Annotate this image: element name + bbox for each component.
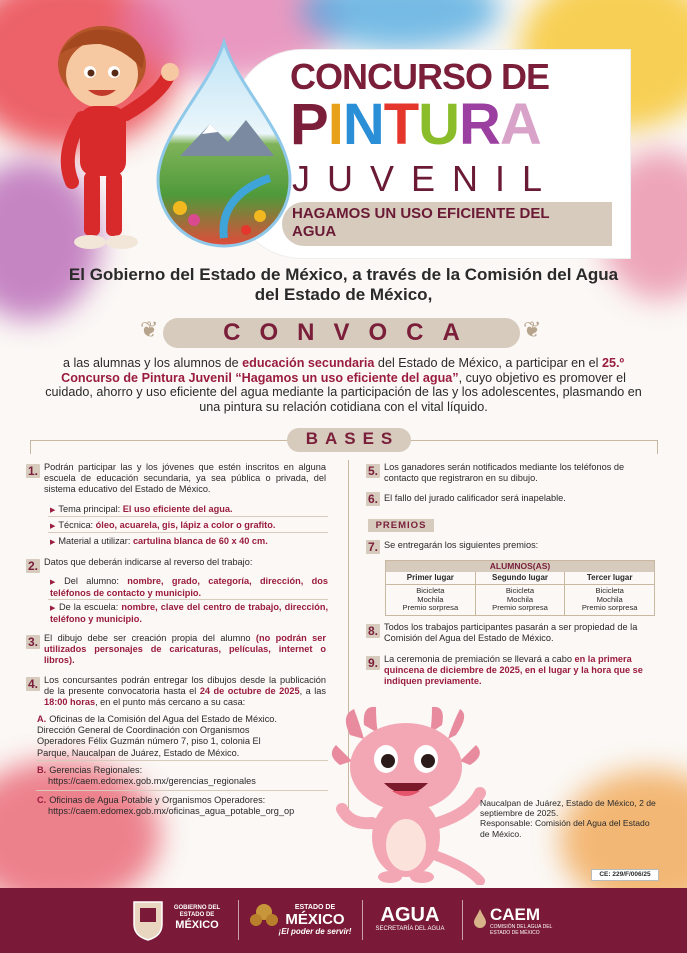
prizes-table-header-row [386,572,654,585]
footer-separator [462,900,463,940]
item-label: De la escuela: [58,602,122,612]
item-value: cartulina blanca de 60 x 40 cm. [132,536,268,546]
location-b-link[interactable]: https://caem.edomex.gob.mx/gerencias_regionales [48,776,256,786]
item-label: Técnica: [58,520,96,530]
intro-highlight-1: educación secundaria [242,356,375,370]
footer-separator [238,900,239,940]
footer-separator [362,900,363,940]
divider [36,760,328,761]
title-letter: N [342,92,384,157]
premios-heading: PREMIOS [375,520,427,531]
state-coat-of-arms-icon [130,898,166,942]
axolotl-mascot-illustration [330,705,490,885]
item-value: óleo, acuarela, gis, lápiz a color o grafito. [95,520,276,530]
base-4-part-2: , a las [299,686,326,697]
location-a-text: Oficinas de la Comisión del Agua del Estado de México. Dirección General de Coordinación con Organismos Operadores Félix Guzmán número 7, piso 1, colonia El Parque, Naucalpan de Juárez, Estado de México. [37,714,277,758]
base-number-3: 3. [27,635,38,649]
location-a [37,714,287,759]
item-value: nombre, clave del centro de trabajo, dirección, teléfono y municipio. [50,602,328,625]
location-c-link[interactable]: https://caem.edomex.gob.mx/oficinas_agua_potable_org_op [48,806,295,816]
title-letter: R [459,92,500,157]
base-4-part-1: Los concursantes podrán entregar los dibujos desde la publicación de la presente convocatoria hasta el [44,675,326,697]
agua-big: AGUA [380,904,440,926]
water-drop-landscape-illustration [150,38,298,250]
location-c-text: Oficinas de Agua Potable y Organismos Operadores: [49,795,266,805]
base-number-4: 4. [27,677,38,691]
intro-text-1: a las alumnas y los alumnos de [62,356,243,370]
caem-logo-text [490,906,562,936]
base-1-text: Podrán participar las y los jóvenes que estén inscritos en alguna escuela de educación secundaria, ya sea pública o privada, del sistema educativo del Estado de México. [44,462,326,495]
divider [48,516,328,517]
right-leaf-icon: ❦ [523,317,542,342]
agua-small: SECRETARÍA DEL AGUA [375,926,445,932]
place-and-date [480,798,660,839]
gob-small: GOBIERNO DEL [173,905,221,911]
convoca-heading: CONVOCA [223,319,479,346]
government-line: El Gobierno del Estado de México, a través de la Comisión del Agua del Estado de México, [68,265,619,304]
base-5-text: Los ganadores serán notificados mediante los teléfonos de contacto que registraron en su dibujo. [384,462,625,484]
base-3-text [44,633,326,667]
agua-logo-text [368,904,452,932]
intro-paragraph [45,356,642,414]
edomex-logo-text [268,904,362,936]
base-1-item-1: ▶ Tema principal: El uso eficiente del agua. [50,504,233,514]
place-date-text: Naucalpan de Juárez, Estado de México, 2 de septiembre de 2025. [480,798,656,819]
base-number-5: 5. [367,464,378,478]
base-number-1: 1. [27,464,38,478]
bases-left-border [30,440,31,454]
title-letter: U [418,92,460,157]
prizes-cell-first: Bicicleta Mochila Premio sorpresa [386,585,476,614]
slogan-text: HAGAMOS UN USO EFICIENTE DEL AGUA [292,205,550,240]
location-letter: C. [37,795,47,805]
base-9-text [384,654,656,688]
location-c [37,795,337,806]
caem-big: CAEM [490,905,541,924]
intro-text-3: , cuyo objetivo es promover el cuidado, ahorro y uso eficiente del agua mediante la participación de las y los adolescentes, plasmando en una pintura su relación cotidiana con el vital líquido. [45,370,642,414]
base-number-9: 9. [367,656,378,670]
base-2-item-2: ▶ De la escuela: nombre, clave del centro de trabajo, dirección, teléfono y municipio. [50,602,328,625]
gob-big: MÉXICO [175,919,219,931]
base-2-item-1: ▶ Del alumno: nombre, grado, categoría, dirección, dos teléfonos de contacto y municipio. [50,576,328,599]
prizes-table-body-row [386,585,654,614]
divider [36,790,328,791]
item-label: Material a utilizar: [58,536,133,546]
prizes-header-second: Segundo lugar [476,572,566,585]
responsible-text: Responsable: Comisión del Agua del Estado de México. [480,818,650,839]
base-3-part-1: El dibujo debe ser creación propia del alumno [44,633,256,643]
edo-small: ESTADO DE [294,904,336,911]
title-letter: I [327,92,343,157]
prizes-table [385,560,655,616]
base-number-2: 2. [27,559,38,573]
intro-text-2: del Estado de México, a participar en el [374,356,602,370]
edo-tagline: ¡El poder de servir! [278,927,352,936]
base-1-item-2: ▶ Técnica: óleo, acuarela, gis, lápiz a color o grafito. [50,520,276,530]
item-value: El uso eficiente del agua. [122,504,233,514]
item-label: Tema principal: [58,504,123,514]
base-2-text: Datos que deberán indicarse al reverso del trabajo: [44,557,253,567]
caem-small: COMISIÓN DEL AGUA DEL ESTADO DE MÉXICO [490,924,553,936]
title-line-3: JUVENIL [292,158,560,199]
title-line-2 [290,92,541,158]
gob-mid: ESTADO DE [179,912,215,918]
title-letter: T [383,92,419,157]
base-9-part-1: La ceremonia de premiación se llevará a cabo [384,654,575,664]
prizes-cell-third: Bicicleta Mochila Premio sorpresa [581,586,638,613]
location-letter: A. [37,714,47,724]
base-4-text [44,675,326,709]
base-3-part-2: (no podrán ser utilizados personajes de caricaturas, películas, internet o libros). [44,633,326,666]
location-b-text: Gerencias Regionales: [49,765,143,775]
bases-right-border [657,440,658,454]
title-line-1: CONCURSO DE [290,56,550,97]
gob-logo-text [168,905,226,931]
base-8-text: Todos los trabajos participantes pasarán a ser propiedad de la Comisión del Agua del Estado de México. [384,622,638,644]
base-6-text: El fallo del jurado calificador será inapelable. [384,493,566,503]
bases-heading: BASES [305,429,400,448]
caem-drop-icon [472,908,488,928]
base-9-part-2: en la primera quincena de diciembre de 2025, en el lugar y la hora que se indiquen previamente. [384,654,643,687]
base-1-item-3: ▶ Material a utilizar: cartulina blanca de 60 x 40 cm. [50,536,268,546]
edo-big: MÉXICO [285,911,345,928]
divider [48,599,328,600]
base-4-time: 18:00 horas [44,697,96,708]
item-label: Del alumno: [64,576,128,586]
base-number-6: 6. [367,492,378,506]
base-7-text: Se entregarán los siguientes premios: [384,540,539,550]
title-letter: A [499,92,541,157]
base-number-7: 7. [367,540,378,554]
ce-code: CE: 229/F/006/25 [591,869,659,881]
prizes-cell-second: Bicicleta Mochila Premio sorpresa [476,585,566,614]
divider [48,532,328,533]
left-leaf-icon: ❦ [140,317,159,342]
location-letter: B. [37,765,47,775]
base-number-8: 8. [367,624,378,638]
base-4-part-3: , en el punto más cercano a su casa: [95,697,246,708]
prizes-table-caption: ALUMNOS(AS) [386,561,654,572]
prizes-header-first: Primer lugar [386,572,476,585]
location-b [37,765,327,776]
base-4-date: 24 de octubre de 2025 [199,686,300,697]
title-letter: P [290,92,328,157]
item-value: nombre, grado, categoría, dirección, dos teléfonos de contacto y municipio. [50,576,328,599]
intro-highlight-2: 25.º Concurso de Pintura Juvenil “Hagamos un uso eficiente del agua” [61,356,625,385]
prizes-header-third: Tercer lugar [565,572,654,585]
